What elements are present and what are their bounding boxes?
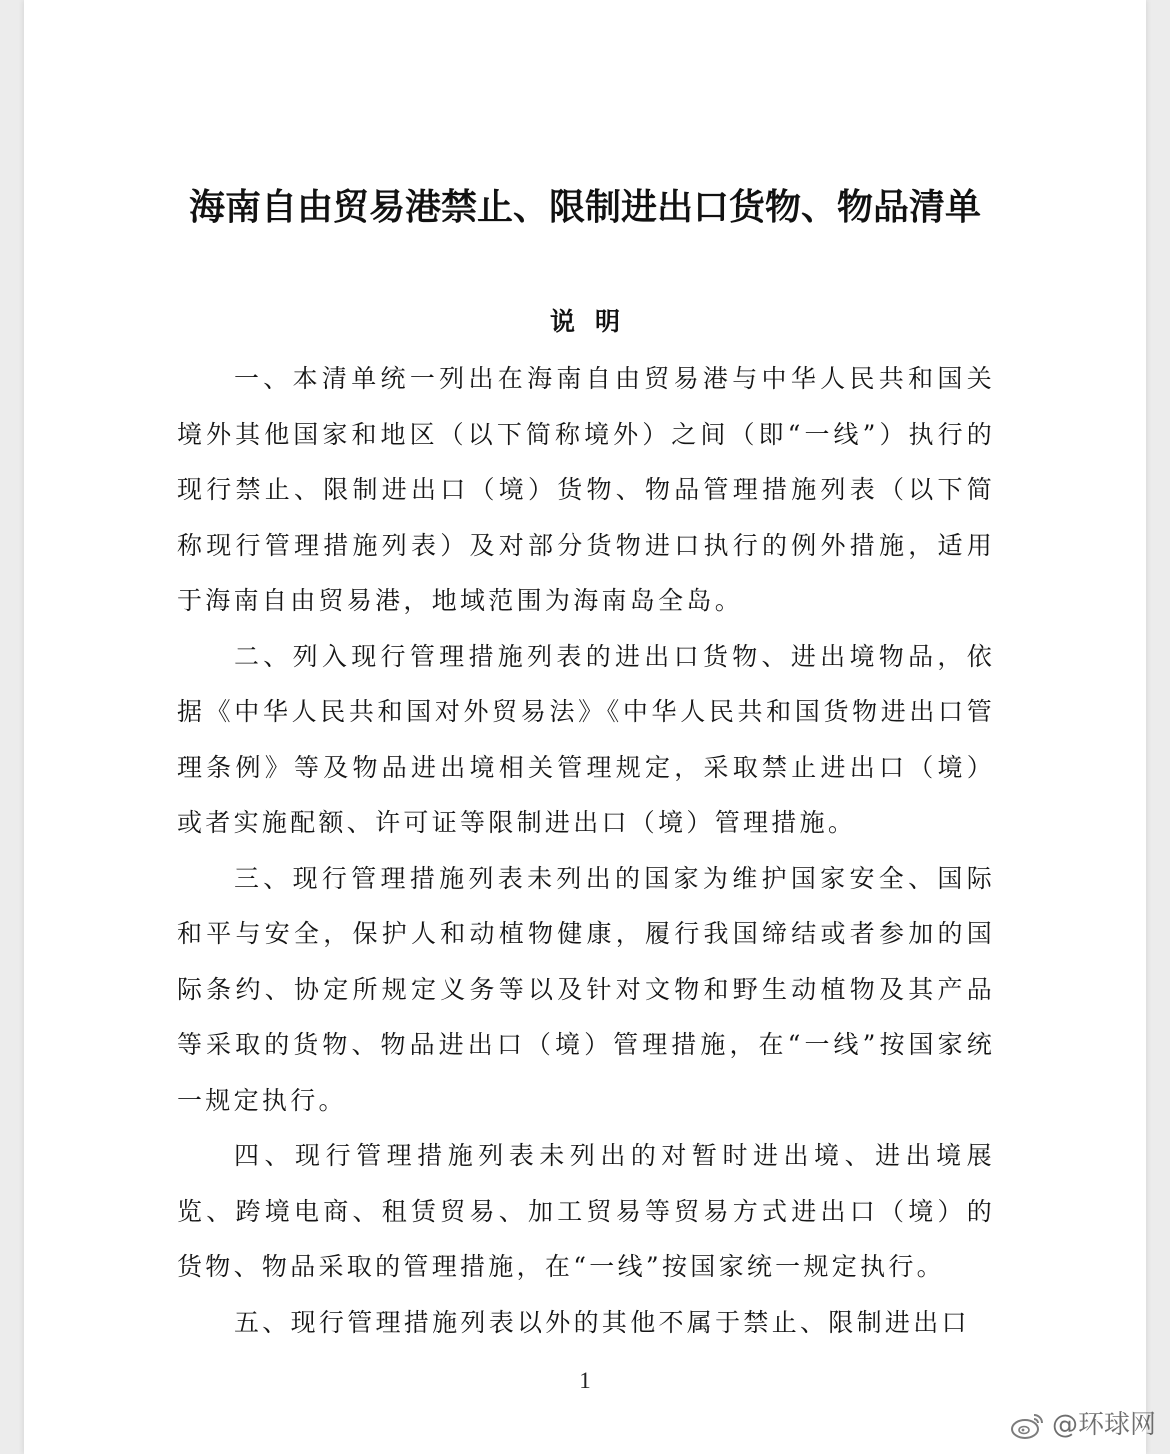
page-number: 1: [579, 1368, 591, 1393]
document-title: 海南自由贸易港禁止、限制进出口货物、物品清单: [188, 187, 981, 228]
weibo-icon: [1010, 1410, 1046, 1440]
watermark: [1010, 1410, 1156, 1440]
paragraph-5: 五、现行管理措施列表以外的其他不属于禁止、限制进出口: [234, 1307, 970, 1337]
paragraph-2: 二、列入现行管理措施列表的进出口货物、进出境物品，依据《中华人民共和国对外贸易法》《中华人民共和国货物进出口管理条例》等及物品进出境相关管理规定，采取禁止进出口（境）或者实施配额、许可证等限制进出口（境）管理措施。: [177, 641, 995, 837]
watermark-text: @环球网: [1051, 1410, 1156, 1440]
document-body: [177, 351, 995, 1350]
document-page: [24, 0, 1146, 1454]
paragraph-1: 一、本清单统一列出在海南自由贸易港与中华人民共和国关境外其他国家和地区（以下简称境外）之间（即“一线”）执行的现行禁止、限制进出口（境）货物、物品管理措施列表（以下简称现行管理措施列表）及对部分货物进口执行的例外措施，适用于海南自由贸易港，地域范围为海南岛全岛。: [177, 364, 995, 615]
paragraph-4: 四、现行管理措施列表未列出的对暂时进出境、进出境展览、跨境电商、租赁贸易、加工贸易等贸易方式进出口（境）的货物、物品采取的管理措施，在“一线”按国家统一规定执行。: [177, 1141, 995, 1281]
paragraph-3: 三、现行管理措施列表未列出的国家为维护国家安全、国际和平与安全，保护人和动植物健康，履行我国缔结或者参加的国际条约、协定所规定义务等以及针对文物和野生动植物及其产品等采取的货物、物品进出口（境）管理措施，在“一线”按国家统一规定执行。: [177, 863, 995, 1115]
section-heading: 说明: [549, 307, 640, 336]
